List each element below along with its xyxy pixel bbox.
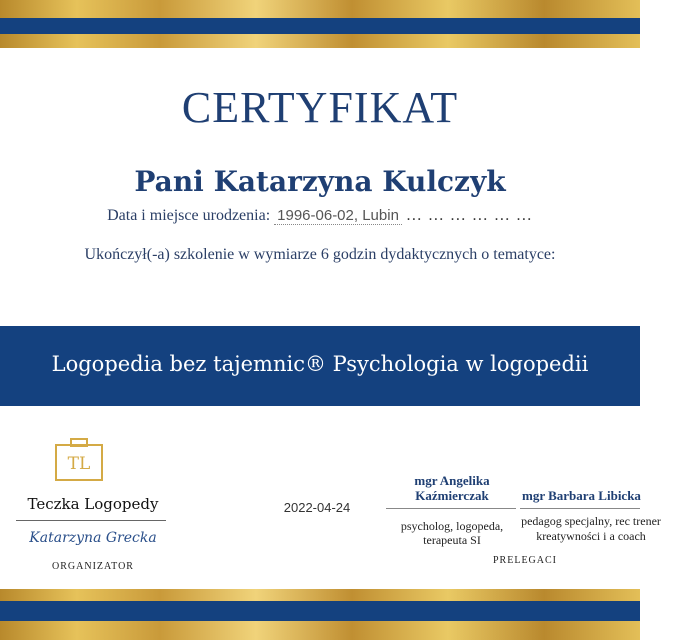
teczka-logo-icon bbox=[53, 438, 105, 482]
lecturer-name: mgr Angelika Kaźmierczak bbox=[414, 473, 490, 503]
logo-initials: TL bbox=[67, 454, 91, 474]
birth-value: 1996-06-02, Lubin bbox=[274, 207, 402, 225]
birth-label: Data i miejsce urodzenia: bbox=[107, 207, 271, 224]
organizer-role: ORGANIZATOR bbox=[52, 561, 134, 572]
birth-dots: … … … … … … bbox=[405, 207, 533, 224]
lecturer-description: psycholog, logopeda, terapeuta SI bbox=[400, 519, 504, 547]
certificate-title: CERTYFIKAT bbox=[181, 83, 459, 132]
course-statement: Ukończył(-a) szkolenie w wymiarze 6 godzin dydaktycznych o tematyce: bbox=[84, 246, 556, 263]
top-navy-stripe bbox=[0, 18, 640, 34]
recipient-name: Pani Katarzyna Kulczyk bbox=[134, 165, 506, 198]
top-gold-stripe bbox=[0, 0, 640, 18]
organizer-signature-line bbox=[16, 520, 166, 521]
lecturer-line bbox=[520, 508, 640, 509]
bottom-gold-stripe-thin bbox=[0, 589, 640, 601]
organizer-brand: Teczka Logopedy bbox=[27, 495, 159, 513]
certificate-date: 2022-04-24 bbox=[283, 500, 351, 515]
bottom-gold-stripe bbox=[0, 621, 640, 640]
lecturer-name: mgr Barbara Libicka bbox=[522, 488, 641, 503]
top-gold-stripe-thin bbox=[0, 34, 640, 48]
bottom-navy-stripe bbox=[0, 601, 640, 621]
lecturer-description: pedagog specjalny, rec trener kreatywności i a coach bbox=[521, 514, 661, 543]
course-topic: Logopedia bez tajemnic® Psychologia w logopedii bbox=[51, 352, 589, 376]
lecturers-label: PRELEGACI bbox=[493, 555, 557, 566]
organizer-signature: Katarzyna Grecka bbox=[29, 530, 157, 546]
birth-line bbox=[0, 207, 640, 225]
lecturer-line bbox=[386, 508, 516, 509]
